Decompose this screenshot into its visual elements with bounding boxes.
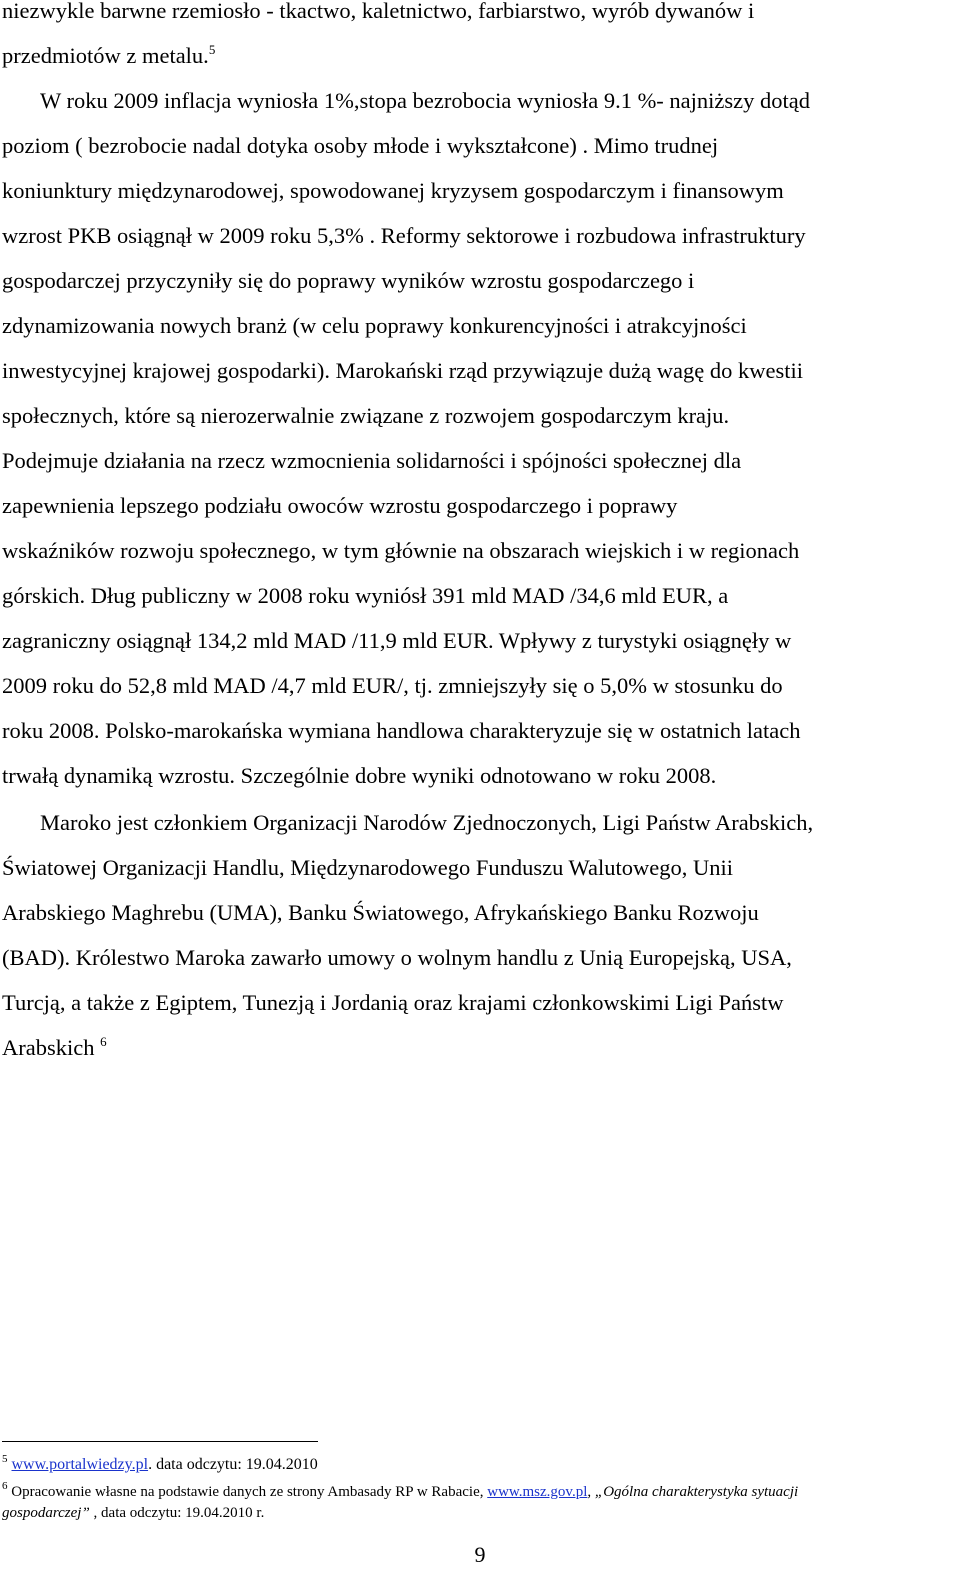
body-line-14: górskich. Dług publiczny w 2008 roku wyniósł 391 mld MAD /34,6 mld EUR, a: [2, 583, 729, 608]
page-number: 9: [474, 1542, 486, 1567]
body-line-10: społecznych, które są nierozerwalnie związane z rozwojem gospodarczym kraju.: [2, 403, 730, 428]
footnote-5-link[interactable]: www.portalwiedzy.pl: [11, 1456, 149, 1473]
body-line-20: Światowej Organizacji Handlu, Międzynarodowego Funduszu Walutowego, Unii: [2, 855, 733, 880]
footnote-5: [2, 1455, 318, 1475]
body-line-23: Turcją, a także z Egiptem, Tunezją i Jordanią oraz krajami członkowskimi Ligi Państw: [2, 990, 784, 1015]
body-line-16: 2009 roku do 52,8 mld MAD /4,7 mld EUR/, tj. zmniejszyły się o 5,0% w stosunku do: [2, 673, 783, 698]
body-line-3: W roku 2009 inflacja wyniosła 1%,stopa bezrobocia wyniosła 9.1 %- najniższy dotąd: [40, 88, 811, 113]
body-line-2: [2, 41, 215, 71]
footnote-6: [2, 1482, 798, 1502]
body-line-8: zdynamizowania nowych branż (w celu poprawy konkurencyjności i atrakcyjności: [2, 313, 747, 338]
body-line-24-text: Arabskich: [2, 1035, 95, 1060]
body-line-7: gospodarczej przyczyniły się do poprawy wyników wzrostu gospodarczego i: [2, 268, 695, 293]
body-line-17: roku 2008. Polsko-marokańska wymiana handlowa charakteryzuje się w ostatnich latach: [2, 718, 801, 743]
footnote-ref-6[interactable]: 6: [100, 1034, 107, 1049]
footnote-6-title: „Ogólna charakterystyka sytuacji: [594, 1484, 799, 1500]
body-line-12: zapewnienia lepszego podziału owoców wzrostu gospodarczego i poprawy: [2, 493, 678, 518]
body-line-1: niezwykle barwne rzemiosło - tkactwo, kaletnictwo, farbiarstwo, wyrób dywanów i: [2, 0, 755, 23]
body-line-13: wskaźników rozwoju społecznego, w tym głównie na obszarach wiejskich i w regionach: [2, 538, 800, 563]
body-line-21: Arabskiego Maghrebu (UMA), Banku Światowego, Afrykańskiego Banku Rozwoju: [2, 900, 759, 925]
body-line-2-text: przedmiotów z metalu.: [2, 43, 209, 68]
footnote-6-separator: ,: [587, 1484, 595, 1500]
body-line-9: inwestycyjnej krajowej gospodarki). Marokański rząd przywiązuje dużą wagę do kwestii: [2, 358, 803, 383]
footnote-6-number: 6: [2, 1480, 8, 1492]
footnote-6-link[interactable]: www.msz.gov.pl: [487, 1484, 588, 1500]
body-line-18: trwałą dynamiką wzrostu. Szczególnie dobre wyniki odnotowano w roku 2008.: [2, 763, 717, 788]
body-line-5: koniunktury międzynarodowej, spowodowanej kryzysem gospodarczym i finansowym: [2, 178, 784, 203]
footnote-6-date: , data odczytu: 19.04.2010 r.: [89, 1505, 265, 1521]
footnote-ref-5[interactable]: 5: [208, 42, 216, 57]
footnote-6-continued: [2, 1503, 264, 1523]
footnote-5-text: . data odczytu: 19.04.2010: [148, 1456, 318, 1473]
body-line-4: poziom ( bezrobocie nadal dotyka osoby młode i wykształcone) . Mimo trudnej: [2, 133, 719, 158]
body-line-15: zagraniczny osiągnął 134,2 mld MAD /11,9 mld EUR. Wpływy z turystyki osiągnęły w: [2, 628, 792, 653]
footnote-5-number: 5: [2, 1453, 8, 1465]
body-line-11: Podejmuje działania na rzecz wzmocnienia solidarności i spójności społecznej dla: [2, 448, 742, 473]
body-line-19: Maroko jest członkiem Organizacji Narodów Zjednoczonych, Ligi Państw Arabskich,: [40, 810, 814, 835]
body-line-24: [2, 1033, 107, 1063]
footnote-6-text: Opracowanie własne na podstawie danych ze strony Ambasady RP w Rabacie,: [11, 1484, 488, 1500]
body-line-6: wzrost PKB osiągnął w 2009 roku 5,3% . Reformy sektorowe i rozbudowa infrastruktury: [2, 223, 806, 248]
footnote-6-title-end: gospodarczej”: [2, 1505, 90, 1521]
footnote-separator: [2, 1441, 318, 1442]
body-line-22: (BAD). Królestwo Maroka zawarło umowy o wolnym handlu z Unią Europejską, USA,: [2, 945, 792, 970]
